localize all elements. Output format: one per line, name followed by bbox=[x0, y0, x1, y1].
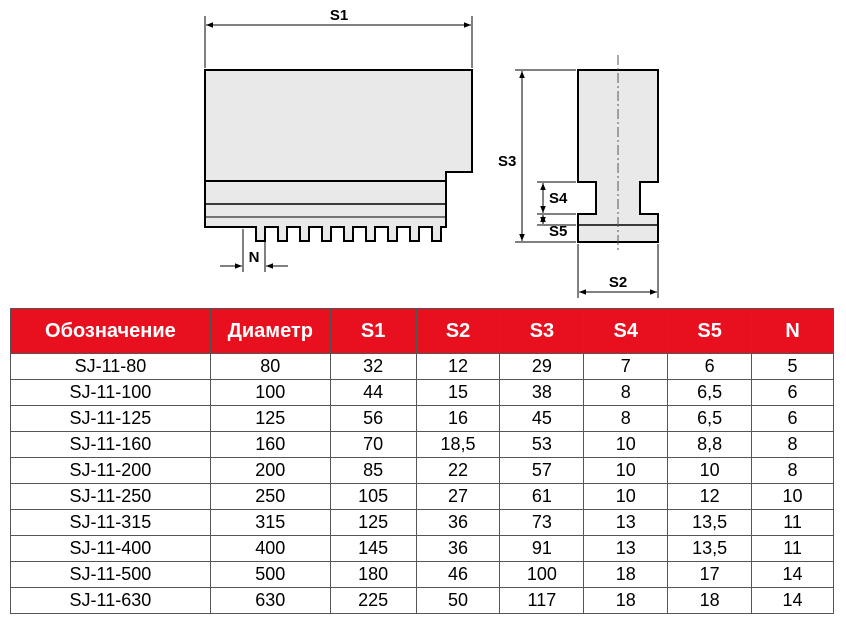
cell-s5: 6,5 bbox=[668, 406, 752, 432]
cell-n: 5 bbox=[752, 354, 834, 380]
header-s4: S4 bbox=[584, 309, 668, 354]
cell-diameter: 80 bbox=[210, 354, 330, 380]
cell-s4: 13 bbox=[584, 510, 668, 536]
side-view bbox=[578, 55, 658, 250]
cell-s2: 22 bbox=[416, 458, 500, 484]
front-view-body bbox=[205, 70, 472, 241]
label-n: N bbox=[248, 249, 260, 266]
cell-s5: 18 bbox=[668, 588, 752, 614]
cell-n: 8 bbox=[752, 458, 834, 484]
front-view bbox=[205, 70, 472, 241]
cell-s3: 61 bbox=[500, 484, 584, 510]
table-row bbox=[11, 380, 834, 406]
cell-diameter: 400 bbox=[210, 536, 330, 562]
specification-table bbox=[10, 308, 834, 614]
cell-s1: 44 bbox=[330, 380, 416, 406]
cell-diameter: 315 bbox=[210, 510, 330, 536]
header-s2: S2 bbox=[416, 309, 500, 354]
cell-s1: 225 bbox=[330, 588, 416, 614]
cell-designation: SJ-11-315 bbox=[11, 510, 211, 536]
cell-s2: 27 bbox=[416, 484, 500, 510]
cell-n: 10 bbox=[752, 484, 834, 510]
table-row bbox=[11, 484, 834, 510]
cell-n: 14 bbox=[752, 588, 834, 614]
cell-n: 11 bbox=[752, 536, 834, 562]
cell-s3: 73 bbox=[500, 510, 584, 536]
cell-s1: 56 bbox=[330, 406, 416, 432]
cell-diameter: 125 bbox=[210, 406, 330, 432]
cell-designation: SJ-11-630 bbox=[11, 588, 211, 614]
cell-designation: SJ-11-100 bbox=[11, 380, 211, 406]
cell-s5: 6,5 bbox=[668, 380, 752, 406]
cell-designation: SJ-11-200 bbox=[11, 458, 211, 484]
cell-s5: 13,5 bbox=[668, 510, 752, 536]
header-diameter: Диаметр bbox=[210, 309, 330, 354]
header-s3: S3 bbox=[500, 309, 584, 354]
label-s4: S4 bbox=[549, 190, 568, 207]
header-s5: S5 bbox=[668, 309, 752, 354]
cell-s4: 13 bbox=[584, 536, 668, 562]
cell-s1: 125 bbox=[330, 510, 416, 536]
cell-s2: 16 bbox=[416, 406, 500, 432]
cell-designation: SJ-11-250 bbox=[11, 484, 211, 510]
cell-s5: 6 bbox=[668, 354, 752, 380]
cell-s5: 10 bbox=[668, 458, 752, 484]
cell-designation: SJ-11-125 bbox=[11, 406, 211, 432]
cell-designation: SJ-11-500 bbox=[11, 562, 211, 588]
cell-s3: 29 bbox=[500, 354, 584, 380]
cell-s2: 12 bbox=[416, 354, 500, 380]
cell-diameter: 100 bbox=[210, 380, 330, 406]
cell-s1: 145 bbox=[330, 536, 416, 562]
cell-n: 8 bbox=[752, 432, 834, 458]
dimension-s1 bbox=[205, 7, 472, 68]
table-row bbox=[11, 588, 834, 614]
table-row bbox=[11, 536, 834, 562]
cell-s1: 105 bbox=[330, 484, 416, 510]
label-s1: S1 bbox=[329, 7, 349, 24]
cell-designation: SJ-11-160 bbox=[11, 432, 211, 458]
dimension-s3 bbox=[498, 70, 576, 242]
cell-s5: 12 bbox=[668, 484, 752, 510]
cell-s4: 8 bbox=[584, 406, 668, 432]
cell-s2: 15 bbox=[416, 380, 500, 406]
jaw-technical-drawing bbox=[0, 0, 846, 305]
cell-s2: 18,5 bbox=[416, 432, 500, 458]
cell-s3: 91 bbox=[500, 536, 584, 562]
cell-s4: 7 bbox=[584, 354, 668, 380]
cell-diameter: 250 bbox=[210, 484, 330, 510]
cell-s4: 10 bbox=[584, 484, 668, 510]
label-s2: S2 bbox=[608, 274, 628, 291]
dimension-s4 bbox=[537, 182, 576, 214]
header-s1: S1 bbox=[330, 309, 416, 354]
cell-designation: SJ-11-80 bbox=[11, 354, 211, 380]
table-row bbox=[11, 354, 834, 380]
cell-s1: 85 bbox=[330, 458, 416, 484]
cell-s4: 8 bbox=[584, 380, 668, 406]
cell-designation: SJ-11-400 bbox=[11, 536, 211, 562]
cell-s4: 18 bbox=[584, 588, 668, 614]
table-row bbox=[11, 510, 834, 536]
cell-s4: 18 bbox=[584, 562, 668, 588]
cell-s5: 17 bbox=[668, 562, 752, 588]
table-row bbox=[11, 432, 834, 458]
cell-s2: 36 bbox=[416, 510, 500, 536]
cell-diameter: 500 bbox=[210, 562, 330, 588]
cell-s3: 38 bbox=[500, 380, 584, 406]
label-s5: S5 bbox=[549, 223, 568, 240]
cell-s5: 13,5 bbox=[668, 536, 752, 562]
table-header-row bbox=[11, 309, 834, 354]
dimension-s2 bbox=[578, 244, 658, 298]
cell-n: 14 bbox=[752, 562, 834, 588]
cell-s5: 8,8 bbox=[668, 432, 752, 458]
cell-n: 6 bbox=[752, 380, 834, 406]
cell-s3: 57 bbox=[500, 458, 584, 484]
cell-s2: 50 bbox=[416, 588, 500, 614]
table-row bbox=[11, 562, 834, 588]
cell-s1: 32 bbox=[330, 354, 416, 380]
dimension-s5 bbox=[537, 215, 576, 240]
cell-s2: 46 bbox=[416, 562, 500, 588]
table-row bbox=[11, 458, 834, 484]
table-row bbox=[11, 406, 834, 432]
cell-n: 11 bbox=[752, 510, 834, 536]
cell-s3: 117 bbox=[500, 588, 584, 614]
cell-diameter: 160 bbox=[210, 432, 330, 458]
cell-n: 6 bbox=[752, 406, 834, 432]
cell-s3: 45 bbox=[500, 406, 584, 432]
cell-s1: 70 bbox=[330, 432, 416, 458]
cell-s3: 100 bbox=[500, 562, 584, 588]
header-n: N bbox=[752, 309, 834, 354]
cell-s3: 53 bbox=[500, 432, 584, 458]
label-s3: S3 bbox=[498, 153, 517, 170]
cell-s4: 10 bbox=[584, 432, 668, 458]
header-designation: Обозначение bbox=[11, 309, 211, 354]
cell-s4: 10 bbox=[584, 458, 668, 484]
cell-diameter: 630 bbox=[210, 588, 330, 614]
cell-s2: 36 bbox=[416, 536, 500, 562]
cell-diameter: 200 bbox=[210, 458, 330, 484]
cell-s1: 180 bbox=[330, 562, 416, 588]
